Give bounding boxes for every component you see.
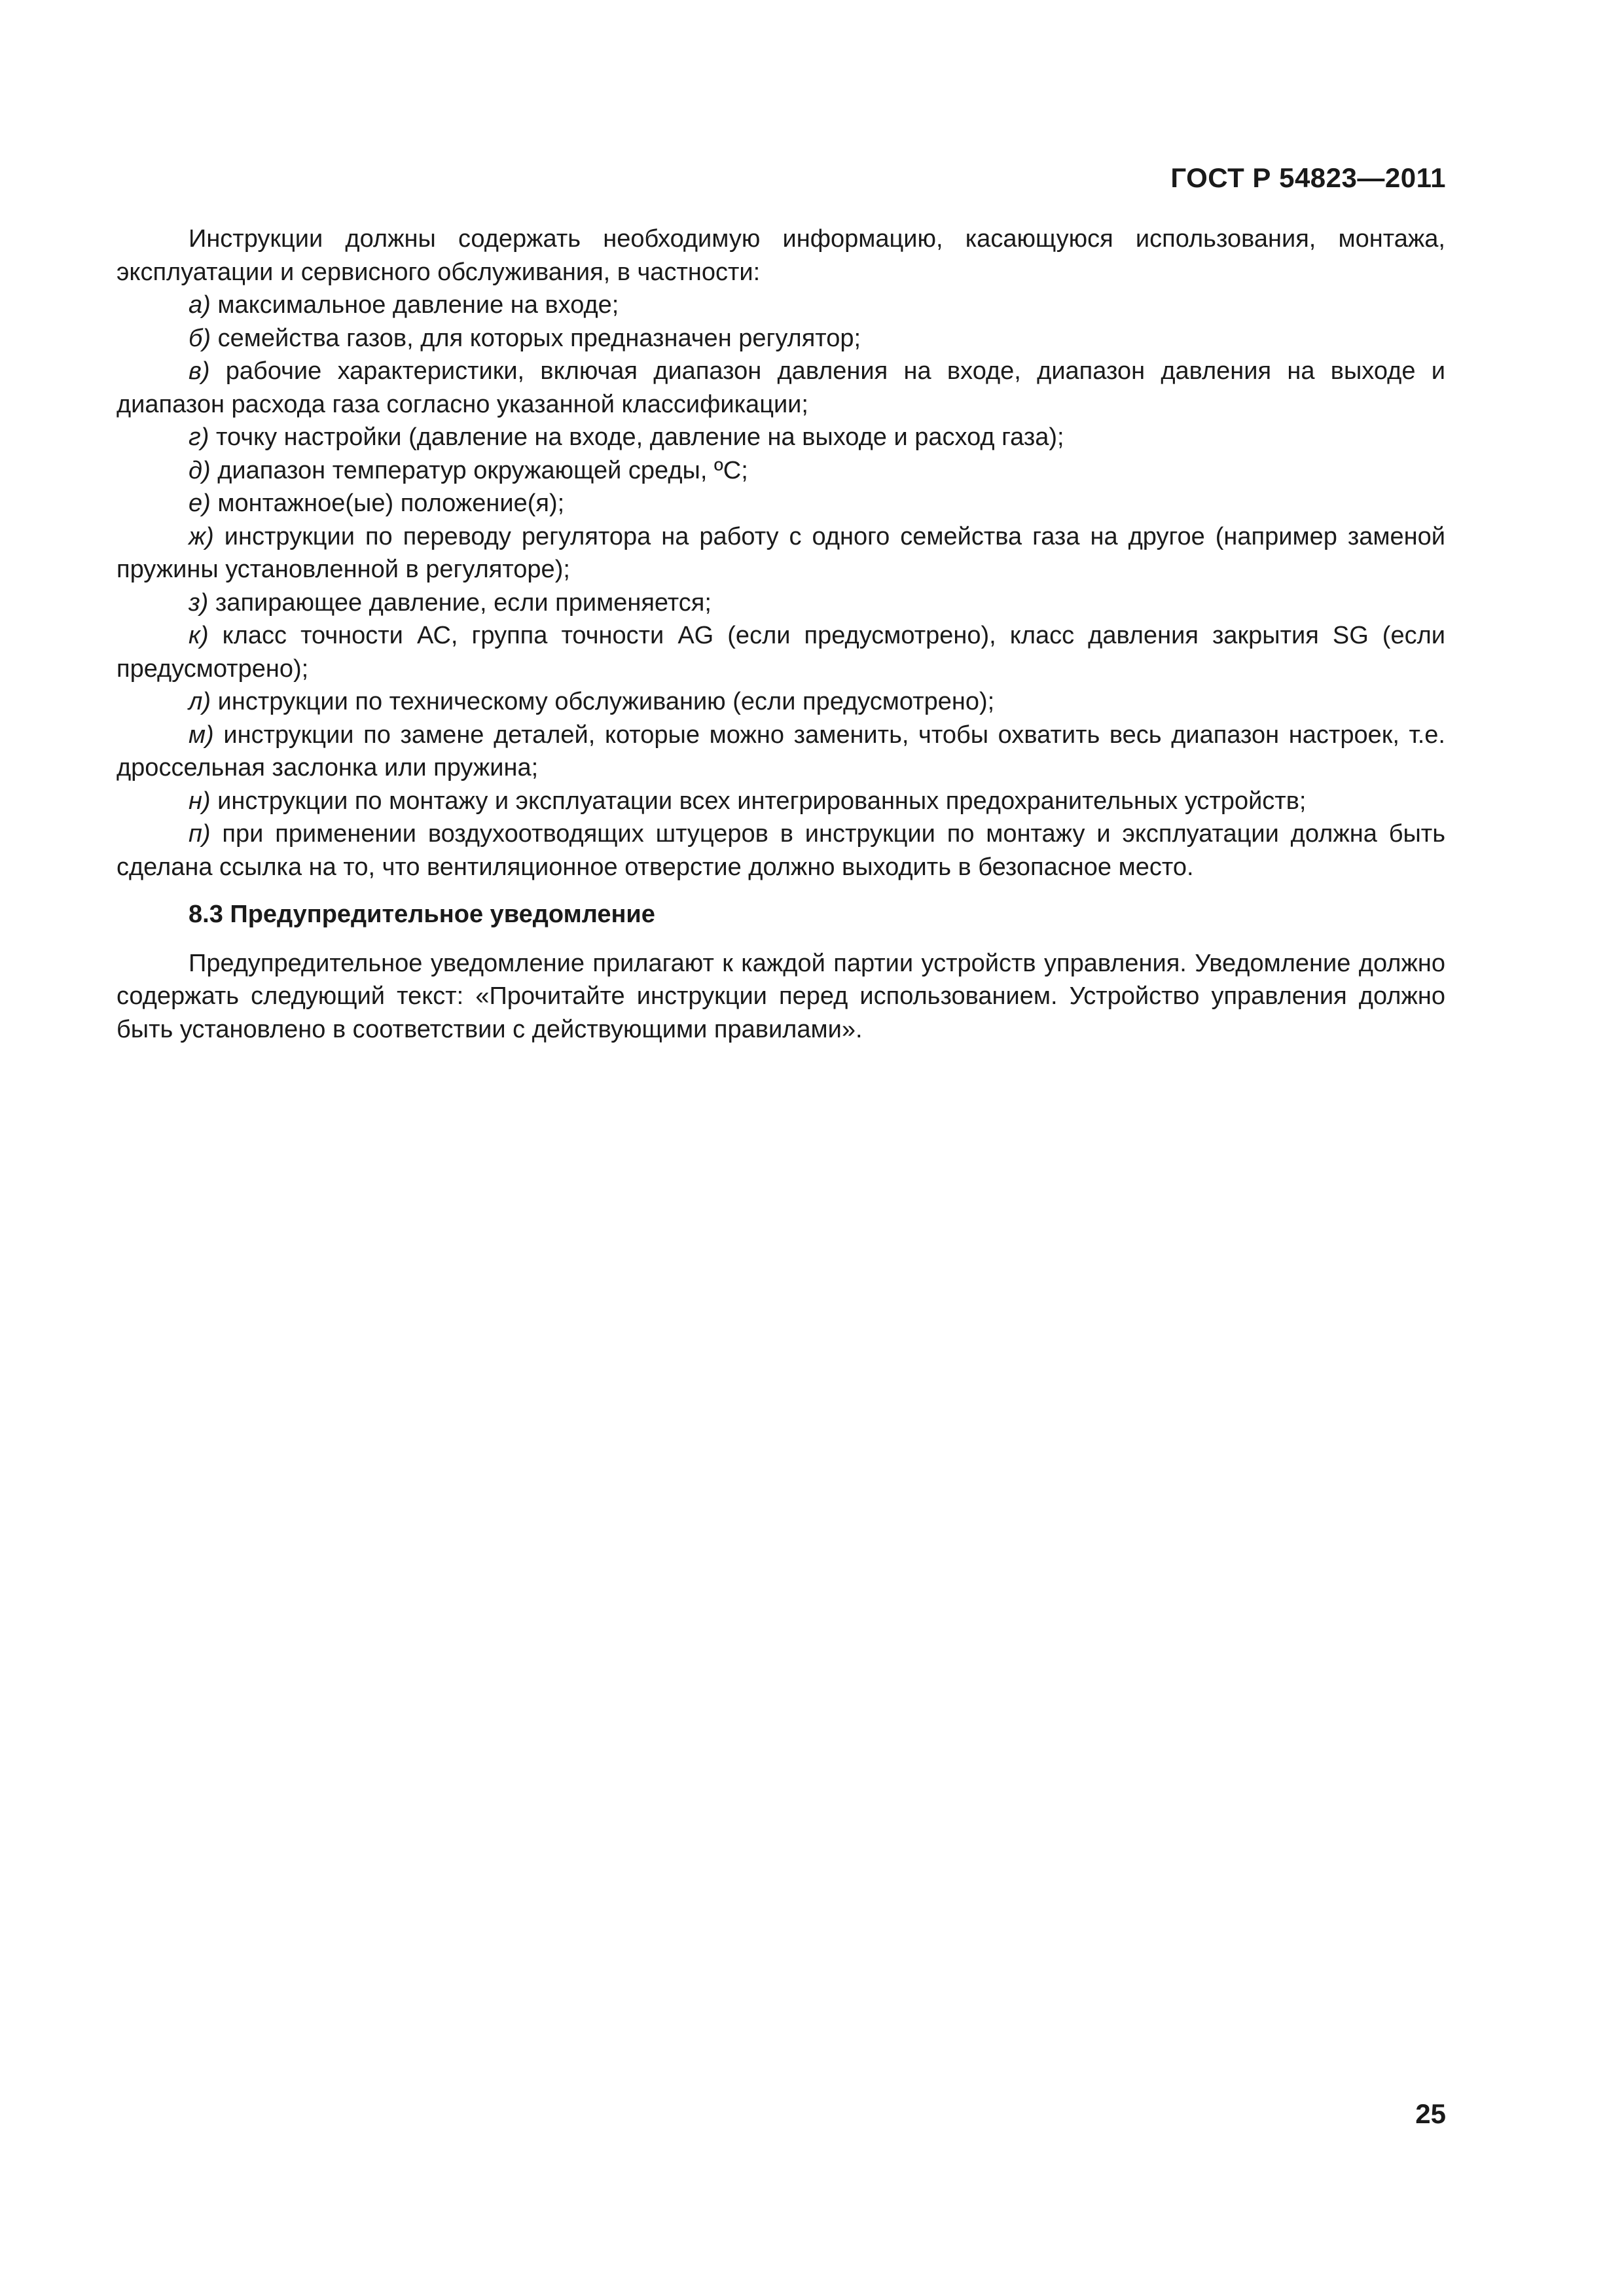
page-content — [117, 223, 1445, 1046]
requirements-list — [117, 289, 1445, 884]
list-item-text: при применении воздухоотводящих штуцеров в инструкции по монтажу и эксплуатации должна быть сделана ссылка на то, что вентиляционное отверстие должно выходить в безопасное место. — [117, 820, 1445, 881]
list-item-text: максимальное давление на входе; — [210, 291, 619, 319]
intro-paragraph: Инструкции должны содержать необходимую информацию, касающуюся использования, монтажа, эксплуатации и сервисного обслуживания, в частности: — [117, 225, 1445, 286]
list-item-marker: в) — [189, 357, 210, 385]
list-item — [117, 520, 1445, 586]
list-item-marker: е) — [189, 490, 211, 517]
list-item — [117, 289, 1445, 322]
list-item-marker: з) — [189, 588, 209, 617]
section-heading: 8.3 Предупредительное уведомление — [189, 901, 655, 928]
list-item-text: класс точности АС, группа точности AG (если предусмотрено), класс давления закрытия SG (если предусмотрено); — [117, 622, 1445, 683]
list-item-text: инструкции по замене деталей, которые можно заменить, чтобы охватить весь диапазон настроек, т.е. дроссельная заслонка или пружина; — [117, 721, 1445, 781]
list-item-marker: б) — [189, 324, 211, 352]
list-item-text: семейства газов, для которых предназначен регулятор; — [211, 324, 861, 352]
list-item — [117, 719, 1445, 785]
list-item-marker: а) — [189, 291, 211, 319]
page-number: 25 — [1415, 2098, 1446, 2129]
list-item-text: запирающее давление, если применяется; — [208, 588, 712, 617]
list-item-marker: п) — [189, 820, 211, 848]
list-item-marker: д) — [189, 456, 211, 484]
list-item — [117, 322, 1445, 355]
list-item — [117, 785, 1445, 818]
list-item — [117, 355, 1445, 421]
list-item-text: диапазон температур окружающей среды, ºС; — [210, 456, 748, 484]
list-item-marker: г) — [189, 423, 209, 451]
list-item-text: точку настройки (давление на входе, давление на выходе и расход газа); — [209, 423, 1064, 451]
list-item — [117, 586, 1445, 620]
list-item-marker: н) — [189, 787, 211, 815]
list-item-text: инструкции по переводу регулятора на работу с одного семейства газа на другое (например заменой пружины установленной в регуляторе); — [117, 522, 1445, 583]
list-item-marker: м) — [189, 721, 214, 749]
list-item-marker: к) — [189, 622, 209, 649]
list-item-text: инструкции по монтажу и эксплуатации всех интегрированных предохранительных устройств; — [210, 787, 1307, 815]
list-item — [117, 454, 1445, 488]
list-item-text: инструкции по техническому обслуживанию (если предусмотрено); — [211, 688, 995, 715]
list-item-marker: л) — [189, 688, 211, 715]
list-item — [117, 619, 1445, 685]
list-item-text: рабочие характеристики, включая диапазон давления на входе, диапазон давления на выходе и диапазон расхода газа согласно указанной классификации; — [117, 357, 1445, 418]
section-body-paragraph: Предупредительное уведомление прилагают к каждой партии устройств управления. Уведомление должно содержать следующий текст: «Прочитайте инструкции перед использованием. Устройство управления должно быть установлено в соответствии с действующими правилами». — [117, 949, 1445, 1043]
list-item — [117, 487, 1445, 520]
list-item-marker: ж) — [189, 522, 214, 550]
list-item — [117, 421, 1445, 454]
document-code-header: ГОСТ Р 54823—2011 — [1170, 162, 1446, 193]
list-item — [117, 817, 1445, 884]
list-item-text: монтажное(ые) положение(я); — [210, 490, 565, 517]
list-item — [117, 685, 1445, 719]
